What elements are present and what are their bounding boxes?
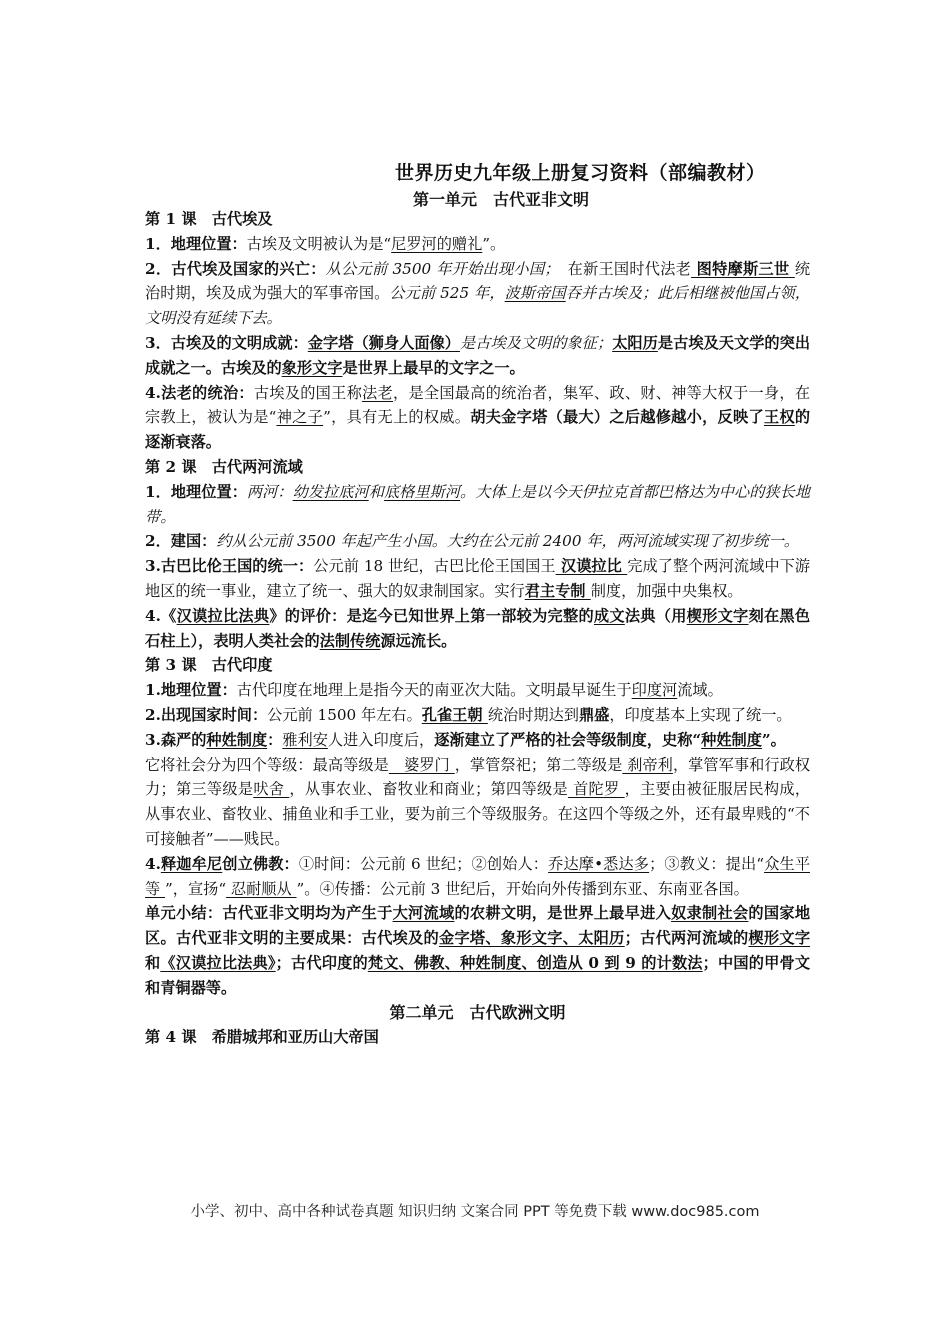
text: 古埃及的国王称: [253, 383, 363, 402]
point-label: 1.地理位置：: [145, 681, 237, 700]
keyword: 雅利安: [282, 730, 328, 749]
text: ，是全国最高的统治者，集军、政、财、神等大权于一身，在宗教上，被认为是“: [145, 383, 811, 427]
keyword: 释迦牟尼: [160, 854, 223, 873]
text: 》的评价：是迄今已知世界上第一部较为完整的: [269, 606, 594, 625]
keyword: 象形文字: [281, 358, 343, 377]
keyword: 首陀罗: [567, 780, 625, 799]
unit-summary: [145, 901, 810, 1000]
text: ，掌管祭祀；第二等级是: [454, 755, 623, 774]
text: ”。: [761, 730, 786, 749]
lesson2-point3: [145, 554, 810, 604]
lesson3-caste-detail: [145, 753, 810, 852]
document-title: 世界历史九年级上册复习资料（部编教材）: [395, 162, 766, 184]
keyword: 波斯帝国: [504, 284, 566, 303]
text: 公元前 1500 年左右。: [267, 705, 422, 724]
keyword: 忍耐顺从: [226, 879, 297, 898]
keyword: 神之子: [276, 408, 324, 427]
text: ；③教义：提出“: [649, 854, 765, 873]
keyword: 奴隶制社会: [671, 904, 749, 923]
text: 鼎盛: [578, 705, 610, 724]
lesson1-heading: 第 1 课 古代埃及: [145, 210, 273, 228]
text: 胡夫金字塔（最大）之后越修越小，反映了: [470, 408, 764, 427]
keyword: 汉谟拉比: [555, 557, 628, 576]
lesson3-heading: 第 3 课 古代印度: [145, 656, 273, 675]
point-label: 2．建国：: [145, 532, 217, 551]
text: 4.: [145, 854, 161, 873]
lesson2-point2: [145, 529, 810, 554]
lesson1-point4: [145, 381, 810, 455]
text: 创立佛教：: [222, 854, 299, 873]
text: 3.森严的: [145, 730, 207, 749]
keyword: 梵文、佛教、种姓制度、创造从 0 到 9 的计数法: [367, 953, 703, 972]
unit1-title: 第一单元 古代亚非文明: [413, 190, 590, 209]
text: 公元前 525 年，: [389, 284, 505, 303]
text: 是古埃及天文学的突出成就之一。古埃及的: [145, 333, 811, 377]
keyword: 法制传统: [319, 631, 381, 650]
keyword: 底格里斯河: [383, 482, 461, 501]
text: ；古代印度的: [275, 953, 368, 972]
lesson3-point2: [145, 703, 810, 728]
text: ；中国的甲骨文和青铜器等。: [145, 953, 811, 997]
point-label: 1．地理位置：: [145, 482, 247, 501]
text: 在新王国时代法老: [551, 259, 692, 278]
keyword: 众生平等: [145, 854, 811, 898]
text: ：: [267, 730, 283, 749]
keyword: 幼发拉底河: [292, 482, 369, 501]
keyword: 楔形文字: [686, 606, 749, 625]
lesson3-point4: [145, 852, 810, 902]
text: 统治时期，埃及成为强大的军事帝国。: [145, 259, 810, 303]
text: ”，具有无上的权威。: [323, 408, 471, 427]
text: ，掌管军事和行政权力；第三等级是: [145, 755, 811, 799]
text: 和: [145, 953, 161, 972]
text: 刻在黑色石柱上），表明人类社会的: [145, 606, 811, 650]
point-label: 1．地理位置：: [145, 234, 247, 253]
text: 源远流长。: [380, 631, 457, 650]
text: ，主要由被征服居民构成，从事农业、畜牧业、捕鱼业和手工业，要为前三个等级服务。在这四个等级之外，还有最卑贱的“不可接触者”——贱民。: [145, 780, 811, 848]
text: 两河：: [246, 482, 293, 501]
keyword: 《汉谟拉比法典》: [160, 953, 276, 972]
text: ；古代两河流域的: [624, 929, 749, 948]
keyword: 吠舍: [253, 780, 290, 799]
keyword: 大河流域: [392, 904, 455, 923]
text: 逐渐建立了严格的社会等级制度，史称“: [434, 730, 702, 749]
lesson2-point1: [145, 480, 810, 530]
text: 单元小结：古代亚非文明均为产生于: [145, 904, 393, 923]
text: ，从事农业、畜牧业和商业；第四等级是: [289, 780, 568, 799]
keyword: 乔达摩•悉达多: [548, 854, 650, 873]
lesson4-heading: 第 4 课 希腊城邦和亚历山大帝国: [145, 1028, 379, 1047]
keyword: 王权: [763, 408, 795, 427]
lesson1-point3: [145, 331, 810, 381]
page-footer: 小学、初中、高中各种试卷真题 知识归纳 文案合同 PPT 等免费下载 www.doc985.com: [190, 1204, 760, 1220]
text: ”。: [482, 234, 506, 253]
text: 的国家地区。古代亚非文明的主要成果：古代埃及的: [145, 904, 811, 948]
text: 约从公元前 3500 年起产生小国。大约在公元前 2400 年，两河流域实现了初步统一。: [216, 532, 799, 551]
lesson2-heading: 第 2 课 古代两河流域: [145, 457, 303, 476]
keyword: 金字塔、象形文字、太阳历: [438, 929, 625, 948]
lesson3-point3: [145, 728, 810, 753]
text: 是古埃及文明的象征；: [460, 333, 613, 352]
text: 4.《: [145, 606, 177, 625]
text: ”。④传播：公元前 3 世纪后，开始向外传播到东亚、东南亚各国。: [296, 879, 749, 898]
lesson2-point4: [145, 604, 810, 654]
text: 。大体上是以今天伊拉克首都巴格达为中心的狭长地带。: [145, 482, 811, 526]
text: 的农耕文明，是世界上最早进入: [454, 904, 672, 923]
lesson1-point2: [145, 257, 810, 331]
keyword: 太阳历: [612, 333, 658, 352]
text: 制度，加强中央集权。: [590, 581, 743, 600]
text: 法典（用: [624, 606, 687, 625]
point-label: 2．古代埃及国家的兴亡：: [145, 259, 326, 278]
text: 统治时期达到: [487, 705, 579, 724]
text: 和: [368, 482, 384, 501]
text: 从公元前 3500 年开始出现小国；: [325, 259, 552, 278]
keyword: 刹帝利: [622, 755, 673, 774]
point-label: 2.出现国家时间：: [145, 705, 268, 724]
keyword: 孔雀王朝: [421, 705, 488, 724]
point-label: 3.古巴比伦王国的统一：: [145, 557, 314, 576]
keyword: 君主专制: [524, 581, 591, 600]
text: 的逐渐衰落。: [145, 408, 811, 452]
keyword: 金字塔（狮身人面像）: [307, 333, 460, 352]
point-label: 4.法老的统治：: [145, 383, 254, 402]
text: ，印度基本上实现了统一。: [609, 705, 792, 724]
keyword: 种姓制度: [206, 730, 268, 749]
text: 人进入印度后，: [327, 730, 435, 749]
document-body: [145, 207, 810, 1050]
keyword: 图特摩斯三世: [691, 259, 795, 278]
text: 古埃及文明被认为是“: [246, 234, 392, 253]
text: 是世界上最早的文字之一。: [342, 358, 525, 377]
point-label: 3．古埃及的文明成就：: [145, 333, 308, 352]
text: 吞并古埃及；此后相继被他国占领，文明没有延续下去。: [145, 284, 811, 328]
lesson1-point1: [145, 232, 810, 257]
text: 古代印度在地理上是指今天的南亚次大陆。文明最早诞生于: [236, 681, 632, 700]
keyword: 法老: [362, 383, 393, 402]
text: 完成了整个两河流域中下游地区的统一事业，建立了统一、强大的奴隶制国家。实行: [145, 557, 811, 600]
text: 流域。: [677, 681, 723, 700]
text: 公元前 18 世纪，古巴比伦王国国王: [313, 557, 556, 576]
keyword: 尼罗河的赠礼: [391, 234, 483, 253]
keyword: 印度河: [631, 681, 678, 700]
keyword: 汉谟拉比法典: [176, 606, 270, 625]
lesson3-point1: [145, 678, 810, 703]
text: ”，宣扬“: [165, 879, 227, 898]
keyword: 婆罗门: [388, 755, 455, 774]
unit2-title: 第二单元 古代欧洲文明: [389, 1002, 566, 1022]
text: ①时间：公元前 6 世纪；②创始人：: [298, 854, 549, 873]
keyword: 楔形文字: [748, 929, 811, 948]
keyword: 成文: [593, 606, 625, 625]
text: 它将社会分为四个等级：最高等级是: [145, 755, 389, 774]
keyword: 种姓制度: [701, 730, 762, 749]
